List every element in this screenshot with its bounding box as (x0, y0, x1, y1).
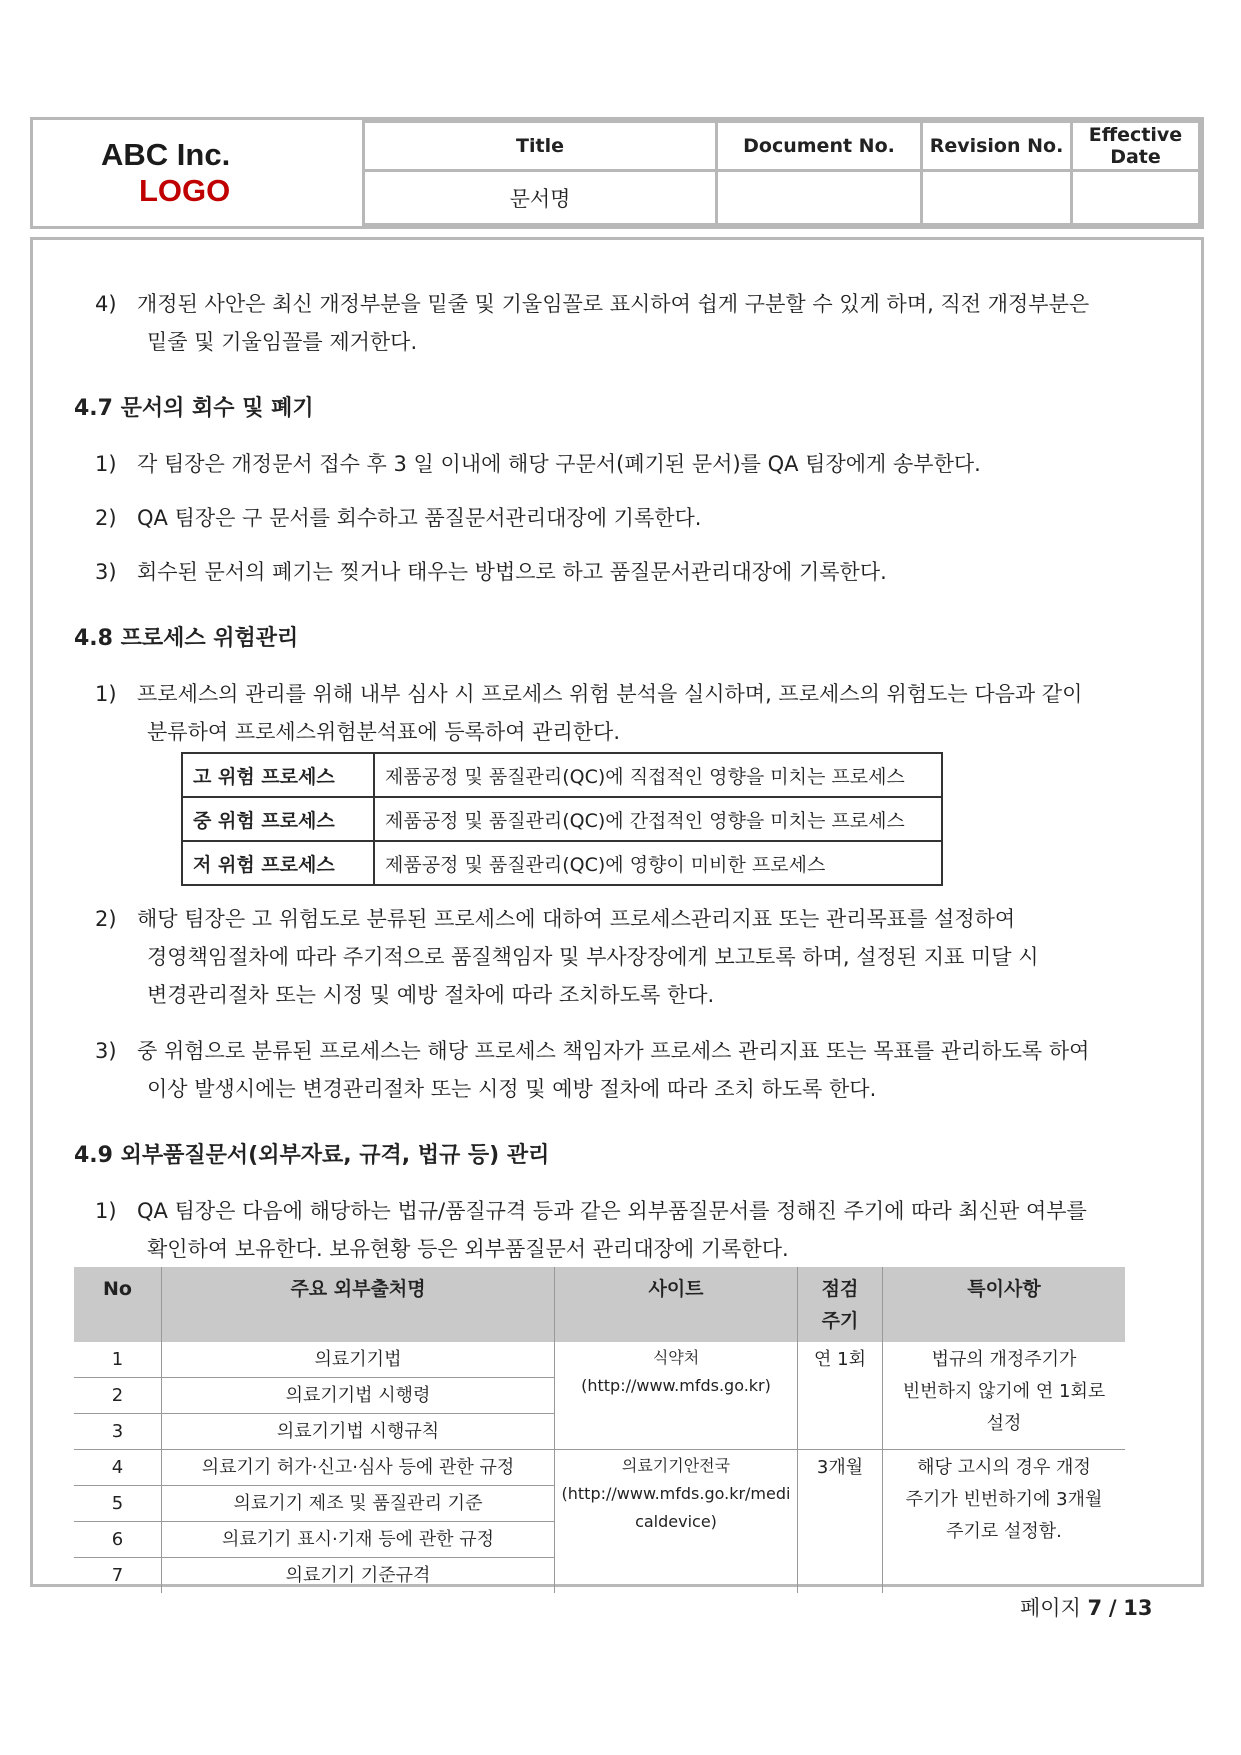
note-line: 주기로 설정함. (946, 1521, 1062, 1542)
list-number: 1) (95, 1199, 117, 1223)
column-header-name: 주요 외부출처명 (162, 1267, 555, 1342)
header-title-value: 문서명 (364, 171, 717, 225)
row-name: 의료기기 허가·신고·심사 등에 관한 규정 (162, 1450, 555, 1486)
note-line: 빈번하지 않기에 연 1회로 (902, 1381, 1106, 1402)
paragraph-line: 해당 팀장은 고 위험도로 분류된 프로세스에 대하여 프로세스관리지표 또는 관리목표를 설정하여 (137, 907, 1016, 931)
paragraph-line: QA 팀장은 다음에 해당하는 법규/품질규격 등과 같은 외부품질문서를 정해진 주기에 따라 최신판 여부를 (137, 1199, 1087, 1223)
paragraph-line: 확인하여 보유한다. 보유현황 등은 외부품질문서 관리대장에 기록한다. (147, 1237, 789, 1261)
row-site (555, 1450, 798, 1594)
document-header (30, 117, 1204, 229)
row-no: 2 (74, 1378, 162, 1414)
company-name: ABC Inc. (101, 137, 231, 172)
paragraph-line: 이상 발생시에는 변경관리절차 또는 시정 및 예방 절차에 따라 조치 하도록 한다. (147, 1077, 877, 1101)
paragraph-line: 중 위험으로 분류된 프로세스는 해당 프로세스 책임자가 프로세스 관리지표 또는 목표를 관리하도록 하여 (137, 1039, 1090, 1063)
risk-level: 고 위험 프로세스 (182, 753, 374, 797)
row-note (883, 1450, 1126, 1594)
row-site (555, 1342, 798, 1450)
table-row (182, 753, 942, 797)
cycle-header-line: 주기 (821, 1310, 859, 1332)
section-heading-4-7: 4.7 문서의 회수 및 폐기 (74, 396, 314, 421)
row-name: 의료기기 제조 및 품질관리 기준 (162, 1486, 555, 1522)
list-number: 2) (95, 907, 117, 931)
paragraph-line: 변경관리절차 또는 시정 및 예방 절차에 따라 조치하도록 한다. (147, 983, 715, 1007)
table-row (74, 1342, 1125, 1378)
row-name: 의료기기 표시·기재 등에 관한 규정 (162, 1522, 555, 1558)
list-number: 1) (95, 682, 117, 706)
list-number: 4) (95, 292, 117, 316)
site-line: 의료기기안전국 (621, 1456, 731, 1475)
paragraph-line: 회수된 문서의 폐기는 찢거나 태우는 방법으로 하고 품질문서관리대장에 기록한다. (137, 560, 887, 584)
paragraph-line: 분류하여 프로세스위험분석표에 등록하여 관리한다. (147, 720, 620, 744)
row-no: 1 (74, 1342, 162, 1378)
page-total: 13 (1123, 1596, 1153, 1620)
page-current: 7 (1087, 1596, 1103, 1620)
column-header-site: 사이트 (555, 1267, 798, 1342)
cycle-header-line: 점검 (821, 1278, 859, 1300)
paragraph-line: 경영책임절차에 따라 주기적으로 품질책임자 및 부사장장에게 보고토록 하며, 설정된 지표 미달 시 (147, 945, 1039, 969)
paragraph-line: 개정된 사안은 최신 개정부분을 밑줄 및 기울임꼴로 표시하여 쉽게 구분할 수 있게 하며, 직전 개정부분은 (137, 292, 1090, 316)
row-cycle: 3개월 (798, 1450, 883, 1594)
risk-description: 제품공정 및 품질관리(QC)에 간접적인 영향을 미치는 프로세스 (374, 797, 942, 841)
paragraph-line: 각 팀장은 개정문서 접수 후 3 일 이내에 해당 구문서(폐기된 문서)를 QA 팀장에게 송부한다. (137, 452, 981, 476)
row-no: 7 (111, 1565, 124, 1586)
site-line: 식약처 (652, 1348, 700, 1367)
external-docs-table (74, 1267, 1125, 1593)
header-eff-date-label: Effective Date (1072, 122, 1200, 171)
row-name: 의료기기 기준규격 (162, 1558, 555, 1594)
table-row (74, 1450, 1125, 1486)
company-logo-cell (33, 122, 364, 225)
header-rev-no-label: Revision No. (922, 122, 1072, 171)
header-doc-no-value (717, 171, 922, 225)
list-number: 3) (95, 560, 117, 584)
table-row (182, 841, 942, 885)
row-name: 의료기기법 시행규칙 (162, 1414, 555, 1450)
paragraph-line: QA 팀장은 구 문서를 회수하고 품질문서관리대장에 기록한다. (137, 506, 702, 530)
header-eff-date-value (1072, 171, 1200, 225)
column-header-note: 특이사항 (883, 1267, 1126, 1342)
risk-description: 제품공정 및 품질관리(QC)에 영향이 미비한 프로세스 (374, 841, 942, 885)
list-number: 2) (95, 506, 117, 530)
column-header-cycle (798, 1267, 883, 1342)
paragraph-line: 프로세스의 관리를 위해 내부 심사 시 프로세스 위험 분석을 실시하며, 프로세스의 위험도는 다음과 같이 (137, 682, 1083, 706)
row-cycle: 연 1회 (798, 1342, 883, 1450)
site-line: caldevice) (635, 1512, 717, 1531)
row-no: 3 (74, 1414, 162, 1450)
risk-level-table (181, 752, 943, 886)
note-line: 법규의 개정주기가 (931, 1349, 1077, 1370)
risk-description: 제품공정 및 품질관리(QC)에 직접적인 영향을 미치는 프로세스 (374, 753, 942, 797)
list-number: 1) (95, 452, 117, 476)
column-header-no: No (74, 1267, 162, 1342)
row-name: 의료기기법 (162, 1342, 555, 1378)
header-rev-no-value (922, 171, 1072, 225)
risk-level: 저 위험 프로세스 (182, 841, 374, 885)
section-heading-4-9: 4.9 외부품질문서(외부자료, 규격, 법규 등) 관리 (74, 1143, 550, 1168)
row-no: 6 (74, 1522, 162, 1558)
risk-level: 중 위험 프로세스 (182, 797, 374, 841)
list-number: 3) (95, 1039, 117, 1063)
note-line: 설정 (986, 1413, 1022, 1434)
page-separator: / (1108, 1596, 1117, 1620)
company-logo: LOGO (139, 173, 231, 208)
section-heading-4-8: 4.8 프로세스 위험관리 (74, 626, 299, 651)
site-line: (http://www.mfds.go.kr) (581, 1376, 771, 1395)
site-line: (http://www.mfds.go.kr/medi (561, 1484, 791, 1503)
page-number (1020, 1592, 1152, 1622)
header-doc-no-label: Document No. (717, 122, 922, 171)
page-label: 페이지 (1020, 1596, 1081, 1620)
note-line: 해당 고시의 경우 개정 (917, 1457, 1091, 1478)
header-title-label: Title (364, 122, 717, 171)
row-name: 의료기기법 시행령 (162, 1378, 555, 1414)
note-line: 주기가 빈번하기에 3개월 (905, 1489, 1103, 1510)
table-row (182, 797, 942, 841)
table-header-row (74, 1267, 1125, 1342)
row-no: 4 (74, 1450, 162, 1486)
row-no: 5 (74, 1486, 162, 1522)
row-note (883, 1342, 1126, 1450)
paragraph-line: 밑줄 및 기울임꼴를 제거한다. (147, 330, 418, 354)
